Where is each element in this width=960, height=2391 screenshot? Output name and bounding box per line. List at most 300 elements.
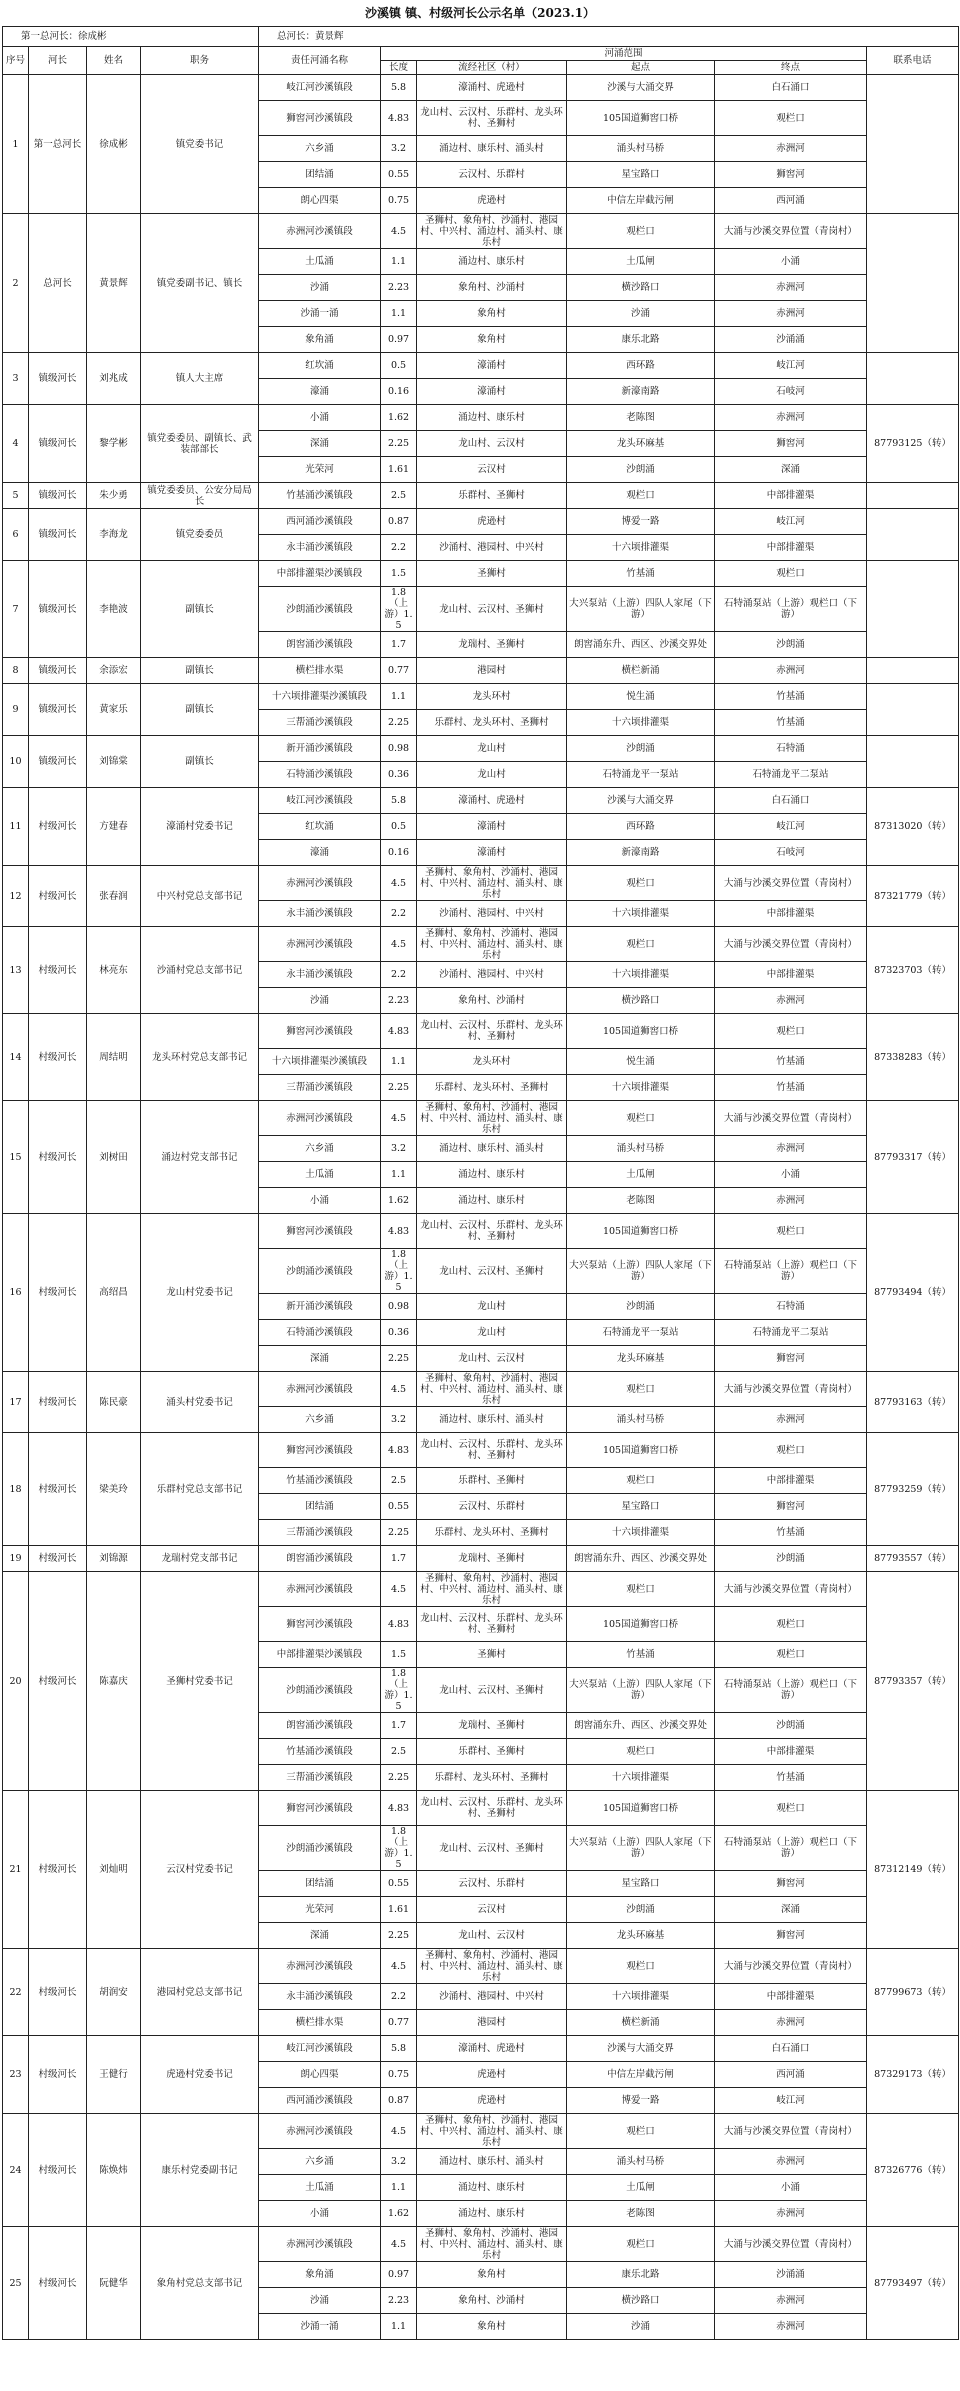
river-name: 土瓜涌 — [259, 2175, 381, 2201]
river-end: 大涌与沙溪交界位置（青岗村） — [715, 1572, 867, 1607]
table-row — [3, 2114, 959, 2149]
river-end: 深涌 — [715, 457, 867, 483]
river-end: 狮窖河 — [715, 1871, 867, 1897]
chief-name: 朱少勇 — [87, 483, 141, 509]
chief-role: 村级河长 — [29, 866, 87, 927]
river-start: 涌头村马桥 — [567, 136, 715, 162]
river-name: 三帮涌沙溪镇段 — [259, 1765, 381, 1791]
river-start: 石特涌龙平一泵站 — [567, 1320, 715, 1346]
river-start: 十六顷排灌渠 — [567, 1765, 715, 1791]
chief-role: 村级河长 — [29, 1101, 87, 1214]
chief-no: 24 — [3, 2114, 29, 2227]
chief-duty: 副镇长 — [141, 561, 259, 658]
river-length: 2.5 — [381, 483, 417, 509]
river-name: 新开涌沙溪镇段 — [259, 736, 381, 762]
river-area: 乐群村、龙头环村、圣狮村 — [417, 1520, 567, 1546]
river-start: 横沙路口 — [567, 988, 715, 1014]
chief-role: 村级河长 — [29, 1014, 87, 1101]
river-name: 沙朗涌沙溪镇段 — [259, 1249, 381, 1294]
table-row — [3, 1572, 959, 1607]
river-end: 白石涌口 — [715, 75, 867, 101]
river-start: 大兴泵站（上游）四队人家尾（下游） — [567, 1668, 715, 1713]
river-name: 团结涌 — [259, 162, 381, 188]
river-area: 龙山村、云汉村 — [417, 431, 567, 457]
chief-name: 方建春 — [87, 788, 141, 866]
chief-duty: 龙山村党委书记 — [141, 1214, 259, 1372]
river-name: 赤洲河沙溪镇段 — [259, 1101, 381, 1136]
river-length: 1.62 — [381, 2201, 417, 2227]
river-length: 4.83 — [381, 1214, 417, 1249]
river-start: 横沙路口 — [567, 275, 715, 301]
river-area: 虎逊村 — [417, 509, 567, 535]
river-end: 大涌与沙溪交界位置（青岗村） — [715, 1101, 867, 1136]
chief-no: 2 — [3, 214, 29, 353]
river-end: 狮窖河 — [715, 162, 867, 188]
chief-role: 镇级河长 — [29, 736, 87, 788]
table-row — [3, 2036, 959, 2062]
river-area: 云汉村 — [417, 1897, 567, 1923]
river-end: 白石涌口 — [715, 2036, 867, 2062]
river-start: 十六顷排灌渠 — [567, 962, 715, 988]
river-name: 土瓜涌 — [259, 1162, 381, 1188]
river-end: 赤洲河 — [715, 405, 867, 431]
chief-duty: 云汉村党委书记 — [141, 1791, 259, 1949]
river-end: 西河涌 — [715, 2062, 867, 2088]
river-end: 赤洲河 — [715, 275, 867, 301]
chief-name: 陈嘉庆 — [87, 1572, 141, 1791]
chief-name: 高绍昌 — [87, 1214, 141, 1372]
river-name: 沙涌一涌 — [259, 301, 381, 327]
river-area: 乐群村、圣狮村 — [417, 1739, 567, 1765]
river-length: 4.5 — [381, 214, 417, 249]
river-start: 龙头环麻基 — [567, 431, 715, 457]
river-end: 赤洲河 — [715, 2149, 867, 2175]
table-row — [3, 1949, 959, 1984]
chief-role: 村级河长 — [29, 1433, 87, 1546]
river-end: 观栏口 — [715, 1642, 867, 1668]
river-end: 大涌与沙溪交界位置（青岗村） — [715, 1372, 867, 1407]
chief-role: 村级河长 — [29, 1546, 87, 1572]
river-name: 狮窖河沙溪镇段 — [259, 1433, 381, 1468]
river-length: 0.87 — [381, 2088, 417, 2114]
river-length: 2.2 — [381, 962, 417, 988]
river-length: 2.5 — [381, 1739, 417, 1765]
chief-duty: 副镇长 — [141, 658, 259, 684]
river-length: 0.16 — [381, 379, 417, 405]
river-length: 1.1 — [381, 1049, 417, 1075]
river-start: 康乐北路 — [567, 2262, 715, 2288]
river-start: 悦生涌 — [567, 1049, 715, 1075]
river-start: 朗窖涌东升、西区、沙溪交界处 — [567, 632, 715, 658]
river-start: 涌头村马桥 — [567, 2149, 715, 2175]
river-length: 1.1 — [381, 2175, 417, 2201]
river-name: 六乡涌 — [259, 136, 381, 162]
river-area: 龙山村、云汉村、圣狮村 — [417, 1826, 567, 1871]
river-end: 小涌 — [715, 2175, 867, 2201]
river-area: 涌边村、康乐村、涌头村 — [417, 2149, 567, 2175]
chief-duty: 濠涌村党委书记 — [141, 788, 259, 866]
river-name: 三帮涌沙溪镇段 — [259, 710, 381, 736]
table-row — [3, 483, 959, 509]
river-end: 赤洲河 — [715, 1136, 867, 1162]
chief-no: 10 — [3, 736, 29, 788]
chief-name: 张春润 — [87, 866, 141, 927]
chief-duty: 港园村党总支部书记 — [141, 1949, 259, 2036]
chief-phone: 87312149（转） — [867, 1791, 959, 1949]
chief-name: 王健行 — [87, 2036, 141, 2114]
table-row — [3, 1372, 959, 1407]
chief-name: 陈焕炜 — [87, 2114, 141, 2227]
river-start: 沙溪与大涌交界 — [567, 2036, 715, 2062]
chief-no: 11 — [3, 788, 29, 866]
river-area: 涌边村、康乐村、涌头村 — [417, 1407, 567, 1433]
river-length: 2.25 — [381, 1346, 417, 1372]
table-row — [3, 1014, 959, 1049]
river-start: 105国道狮窖口桥 — [567, 101, 715, 136]
river-length: 1.8（上游）1.5 — [381, 1249, 417, 1294]
river-end: 竹基涌 — [715, 1765, 867, 1791]
river-name: 狮窖河沙溪镇段 — [259, 1791, 381, 1826]
river-length: 1.62 — [381, 405, 417, 431]
chief-name: 李海龙 — [87, 509, 141, 561]
river-length: 1.1 — [381, 2314, 417, 2340]
river-name: 永丰涌沙溪镇段 — [259, 962, 381, 988]
river-name: 永丰涌沙溪镇段 — [259, 901, 381, 927]
river-start: 105国道狮窖口桥 — [567, 1433, 715, 1468]
table-row — [3, 788, 959, 814]
river-end: 观栏口 — [715, 1433, 867, 1468]
river-area: 虎逊村 — [417, 2062, 567, 2088]
chief-role: 村级河长 — [29, 2036, 87, 2114]
river-length: 1.61 — [381, 1897, 417, 1923]
river-area: 龙山村 — [417, 736, 567, 762]
chief-no: 9 — [3, 684, 29, 736]
river-name: 十六顷排灌渠沙溪镇段 — [259, 1049, 381, 1075]
river-name: 赤洲河沙溪镇段 — [259, 866, 381, 901]
header-no: 序号 — [3, 47, 29, 75]
river-length: 2.25 — [381, 431, 417, 457]
river-end: 沙涌涌 — [715, 2262, 867, 2288]
river-area: 龙瑞村、圣狮村 — [417, 632, 567, 658]
chief-duty: 龙头环村党总支部书记 — [141, 1014, 259, 1101]
river-start: 105国道狮窖口桥 — [567, 1791, 715, 1826]
chief-name: 刘兆成 — [87, 353, 141, 405]
river-end: 赤洲河 — [715, 2288, 867, 2314]
river-start: 十六顷排灌渠 — [567, 901, 715, 927]
chief-no: 14 — [3, 1014, 29, 1101]
river-length: 0.36 — [381, 1320, 417, 1346]
chief-phone: 87323703（转） — [867, 927, 959, 1014]
river-length: 4.83 — [381, 1607, 417, 1642]
river-end: 岐江河 — [715, 2088, 867, 2114]
river-length: 1.5 — [381, 1642, 417, 1668]
chief-no: 7 — [3, 561, 29, 658]
river-name: 横栏排水渠 — [259, 658, 381, 684]
river-area: 龙山村、云汉村、圣狮村 — [417, 1249, 567, 1294]
river-end: 岐江河 — [715, 509, 867, 535]
river-name: 朗心四渠 — [259, 2062, 381, 2088]
river-name: 光荣河 — [259, 1897, 381, 1923]
river-name: 沙朗涌沙溪镇段 — [259, 587, 381, 632]
river-area: 乐群村、圣狮村 — [417, 483, 567, 509]
river-length: 0.98 — [381, 1294, 417, 1320]
river-end: 狮窖河 — [715, 1346, 867, 1372]
chief-duty: 镇人大主席 — [141, 353, 259, 405]
river-end: 中部排灌渠 — [715, 483, 867, 509]
river-start: 老陈图 — [567, 2201, 715, 2227]
river-area: 港园村 — [417, 658, 567, 684]
table-row — [3, 405, 959, 431]
table-row — [3, 866, 959, 901]
river-name: 狮窖河沙溪镇段 — [259, 101, 381, 136]
river-length: 0.55 — [381, 1871, 417, 1897]
table-row — [3, 75, 959, 101]
river-end: 中部排灌渠 — [715, 962, 867, 988]
river-start: 星宝路口 — [567, 162, 715, 188]
river-start: 涌头村马桥 — [567, 1136, 715, 1162]
river-end: 大涌与沙溪交界位置（青岗村） — [715, 214, 867, 249]
river-name: 沙涌 — [259, 275, 381, 301]
river-length: 0.77 — [381, 658, 417, 684]
river-length: 2.25 — [381, 1075, 417, 1101]
river-length: 0.55 — [381, 162, 417, 188]
table-row — [3, 1101, 959, 1136]
table-row — [3, 353, 959, 379]
table-row — [3, 214, 959, 249]
river-end: 大涌与沙溪交界位置（青岗村） — [715, 866, 867, 901]
chief-name: 刘锦棠 — [87, 736, 141, 788]
chief-duty: 镇党委副书记、镇长 — [141, 214, 259, 353]
river-length: 1.8（上游）1.5 — [381, 1668, 417, 1713]
river-area: 象角村、沙涌村 — [417, 275, 567, 301]
river-end: 石特涌 — [715, 1294, 867, 1320]
chief-phone: 87326776（转） — [867, 2114, 959, 2227]
river-area: 乐群村、龙头环村、圣狮村 — [417, 710, 567, 736]
river-length: 4.5 — [381, 2114, 417, 2149]
river-end: 白石涌口 — [715, 788, 867, 814]
river-start: 观栏口 — [567, 1372, 715, 1407]
river-area: 涌边村、康乐村、涌头村 — [417, 136, 567, 162]
river-area: 龙山村、云汉村、乐群村、龙头环村、圣狮村 — [417, 1214, 567, 1249]
river-end: 赤洲河 — [715, 988, 867, 1014]
river-start: 观栏口 — [567, 866, 715, 901]
river-start: 沙朗涌 — [567, 457, 715, 483]
chief-no: 16 — [3, 1214, 29, 1372]
river-chief-table — [2, 26, 959, 2340]
river-area: 象角村、沙涌村 — [417, 2288, 567, 2314]
river-start: 西环路 — [567, 353, 715, 379]
river-name: 六乡涌 — [259, 2149, 381, 2175]
river-end: 石特涌龙平二泵站 — [715, 762, 867, 788]
chief-phone — [867, 736, 959, 788]
river-end: 石特涌 — [715, 736, 867, 762]
river-length: 4.5 — [381, 1101, 417, 1136]
river-length: 1.1 — [381, 301, 417, 327]
chief-phone: 87793259（转） — [867, 1433, 959, 1546]
river-area: 圣狮村、象角村、沙涌村、港园村、中兴村、涌边村、涌头村、康乐村 — [417, 927, 567, 962]
river-start: 观栏口 — [567, 2114, 715, 2149]
river-area: 圣狮村、象角村、沙涌村、港园村、中兴村、涌边村、涌头村、康乐村 — [417, 1101, 567, 1136]
river-end: 赤洲河 — [715, 136, 867, 162]
river-name: 竹基涌沙溪镇段 — [259, 483, 381, 509]
river-start: 朗窖涌东升、西区、沙溪交界处 — [567, 1713, 715, 1739]
river-length: 4.5 — [381, 1372, 417, 1407]
chief-phone: 87313020（转） — [867, 788, 959, 866]
river-area: 涌边村、康乐村 — [417, 1188, 567, 1214]
river-length: 2.25 — [381, 1923, 417, 1949]
river-start: 中信左岸截污闸 — [567, 2062, 715, 2088]
chief-role: 总河长 — [29, 214, 87, 353]
river-area: 龙山村、云汉村、圣狮村 — [417, 587, 567, 632]
chief-name: 刘锦源 — [87, 1546, 141, 1572]
chief-no: 8 — [3, 658, 29, 684]
river-length: 3.2 — [381, 1407, 417, 1433]
chief-phone: 87338283（转） — [867, 1014, 959, 1101]
river-start: 西环路 — [567, 814, 715, 840]
river-start: 中信左岸截污闸 — [567, 188, 715, 214]
river-area: 涌边村、康乐村 — [417, 2201, 567, 2227]
header-row-1 — [3, 47, 959, 61]
river-area: 涌边村、康乐村、涌头村 — [417, 1136, 567, 1162]
chief-no: 17 — [3, 1372, 29, 1433]
river-length: 1.8（上游）1.5 — [381, 587, 417, 632]
river-name: 西河涌沙溪镇段 — [259, 2088, 381, 2114]
river-start: 老陈图 — [567, 1188, 715, 1214]
chief-role: 村级河长 — [29, 927, 87, 1014]
chief-duty: 沙涌村党总支部书记 — [141, 927, 259, 1014]
river-area: 港园村 — [417, 2010, 567, 2036]
river-area: 象角村 — [417, 2314, 567, 2340]
river-area: 圣狮村、象角村、沙涌村、港园村、中兴村、涌边村、涌头村、康乐村 — [417, 866, 567, 901]
river-area: 濠涌村 — [417, 840, 567, 866]
river-end: 观栏口 — [715, 1014, 867, 1049]
chief-name: 黎学彬 — [87, 405, 141, 483]
river-start: 龙头环麻基 — [567, 1346, 715, 1372]
river-end: 赤洲河 — [715, 301, 867, 327]
river-name: 赤洲河沙溪镇段 — [259, 214, 381, 249]
header-area: 流经社区（村） — [417, 61, 567, 75]
river-start: 观栏口 — [567, 927, 715, 962]
river-name: 小涌 — [259, 1188, 381, 1214]
river-start: 十六顷排灌渠 — [567, 535, 715, 561]
river-end: 深涌 — [715, 1897, 867, 1923]
chief-no: 19 — [3, 1546, 29, 1572]
river-length: 2.2 — [381, 1984, 417, 2010]
river-name: 光荣河 — [259, 457, 381, 483]
river-length: 0.36 — [381, 762, 417, 788]
river-area: 龙山村、云汉村、乐群村、龙头环村、圣狮村 — [417, 1433, 567, 1468]
river-start: 横栏新涌 — [567, 2010, 715, 2036]
chief-name: 余添宏 — [87, 658, 141, 684]
river-area: 龙山村 — [417, 1320, 567, 1346]
river-start: 土瓜闸 — [567, 2175, 715, 2201]
table-row — [3, 1791, 959, 1826]
river-end: 竹基涌 — [715, 1075, 867, 1101]
chief-duty: 镇党委书记 — [141, 75, 259, 214]
river-end: 赤洲河 — [715, 2201, 867, 2227]
river-name: 永丰涌沙溪镇段 — [259, 1984, 381, 2010]
river-name: 团结涌 — [259, 1494, 381, 1520]
river-area: 象角村 — [417, 327, 567, 353]
river-area: 龙瑞村、圣狮村 — [417, 1546, 567, 1572]
river-name: 朗心四渠 — [259, 188, 381, 214]
river-length: 1.8（上游）1.5 — [381, 1826, 417, 1871]
chief-role: 镇级河长 — [29, 561, 87, 658]
chief-phone — [867, 684, 959, 736]
river-name: 深涌 — [259, 1346, 381, 1372]
river-name: 六乡涌 — [259, 1136, 381, 1162]
river-length: 2.23 — [381, 2288, 417, 2314]
river-end: 石特涌泵站（上游）观栏口（下游） — [715, 1668, 867, 1713]
river-length: 2.25 — [381, 710, 417, 736]
river-length: 0.77 — [381, 2010, 417, 2036]
river-end: 小涌 — [715, 249, 867, 275]
chief-name: 徐成彬 — [87, 75, 141, 214]
river-name: 十六顷排灌渠沙溪镇段 — [259, 684, 381, 710]
chief-duty: 龙瑞村党支部书记 — [141, 1546, 259, 1572]
river-start: 105国道狮窖口桥 — [567, 1607, 715, 1642]
river-length: 1.5 — [381, 561, 417, 587]
river-start: 新濠南路 — [567, 840, 715, 866]
river-end: 竹基涌 — [715, 710, 867, 736]
river-length: 4.5 — [381, 866, 417, 901]
river-end: 沙朗涌 — [715, 632, 867, 658]
river-name: 团结涌 — [259, 1871, 381, 1897]
river-area: 龙山村 — [417, 1294, 567, 1320]
river-end: 大涌与沙溪交界位置（青岗村） — [715, 2114, 867, 2149]
river-end: 岐江河 — [715, 353, 867, 379]
river-name: 横栏排水渠 — [259, 2010, 381, 2036]
header-end: 终点 — [715, 61, 867, 75]
river-length: 3.2 — [381, 1136, 417, 1162]
header-length: 长度 — [381, 61, 417, 75]
river-end: 中部排灌渠 — [715, 535, 867, 561]
river-area: 龙山村、云汉村 — [417, 1346, 567, 1372]
chief-no: 20 — [3, 1572, 29, 1791]
chief-duty: 镇党委委员、公安分局局长 — [141, 483, 259, 509]
chief-role: 村级河长 — [29, 2227, 87, 2340]
river-start: 观栏口 — [567, 1468, 715, 1494]
river-area: 龙山村、云汉村、圣狮村 — [417, 1668, 567, 1713]
river-name: 赤洲河沙溪镇段 — [259, 1572, 381, 1607]
river-start: 观栏口 — [567, 214, 715, 249]
river-area: 龙山村、云汉村、乐群村、龙头环村、圣狮村 — [417, 1791, 567, 1826]
chief-phone: 87799673（转） — [867, 1949, 959, 2036]
chief-phone — [867, 561, 959, 658]
river-start: 博爱一路 — [567, 509, 715, 535]
river-name: 濠涌 — [259, 840, 381, 866]
table-row — [3, 658, 959, 684]
river-end: 竹基涌 — [715, 1520, 867, 1546]
river-length: 4.83 — [381, 101, 417, 136]
river-name: 岐江河沙溪镇段 — [259, 2036, 381, 2062]
river-end: 赤洲河 — [715, 1188, 867, 1214]
chief-duty: 镇党委委员 — [141, 509, 259, 561]
river-end: 石特涌泵站（上游）观栏口（下游） — [715, 587, 867, 632]
chief-phone — [867, 353, 959, 405]
river-name: 竹基涌沙溪镇段 — [259, 1468, 381, 1494]
river-length: 5.8 — [381, 75, 417, 101]
chief-role: 村级河长 — [29, 1791, 87, 1949]
chief-phone: 87793357（转） — [867, 1572, 959, 1791]
header-name: 姓名 — [87, 47, 141, 75]
river-name: 永丰涌沙溪镇段 — [259, 535, 381, 561]
river-end: 沙朗涌 — [715, 1546, 867, 1572]
chief-phone: 87793497（转） — [867, 2227, 959, 2340]
chief-no: 13 — [3, 927, 29, 1014]
river-length: 0.75 — [381, 2062, 417, 2088]
river-end: 沙涌涌 — [715, 327, 867, 353]
